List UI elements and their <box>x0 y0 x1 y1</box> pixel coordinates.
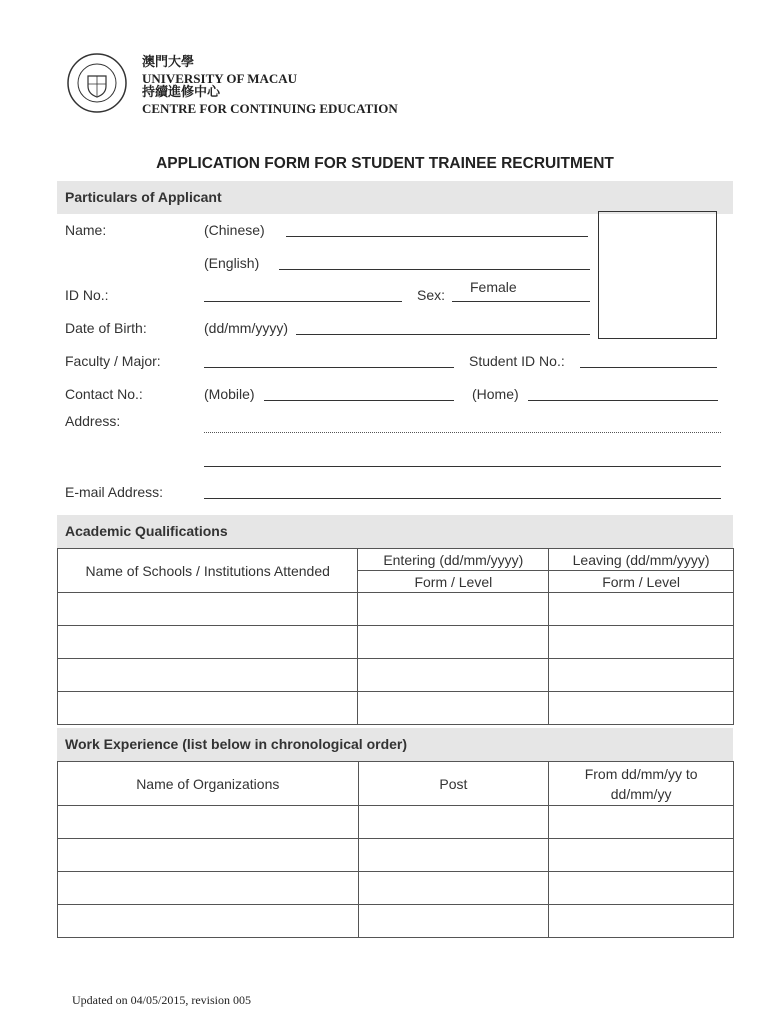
work-header-row <box>58 762 734 806</box>
table-cell[interactable] <box>358 806 549 839</box>
table-cell[interactable] <box>549 692 734 725</box>
table-cell[interactable] <box>549 806 734 839</box>
work-table <box>57 761 734 938</box>
table-cell[interactable] <box>358 626 549 659</box>
sex-field[interactable] <box>452 301 590 302</box>
id-field[interactable] <box>204 301 402 302</box>
address-label: Address: <box>65 413 121 429</box>
university-chinese-name: 澳門大學 <box>142 55 195 70</box>
table-cell[interactable] <box>549 872 734 905</box>
chinese-name-field[interactable] <box>286 236 588 237</box>
centre-name: CENTRE FOR CONTINUING EDUCATION <box>142 101 398 116</box>
form-title: APPLICATION FORM FOR STUDENT TRAINEE RECRUITMENT <box>156 155 614 172</box>
student-id-field[interactable] <box>580 367 717 368</box>
table-row <box>58 692 734 725</box>
home-field[interactable] <box>528 400 718 401</box>
table-row <box>58 626 734 659</box>
academic-table <box>57 548 734 725</box>
period-column-header <box>549 762 734 806</box>
table-cell[interactable] <box>358 692 549 725</box>
academic-header-row <box>58 549 734 571</box>
particulars-section-header <box>57 181 733 214</box>
centre-chinese-name: 持續進修中心 <box>142 85 221 100</box>
table-cell[interactable] <box>58 626 358 659</box>
address-field-line-2[interactable] <box>204 466 721 467</box>
table-cell[interactable] <box>358 905 549 938</box>
faculty-field[interactable] <box>204 367 454 368</box>
university-name: UNIVERSITY OF MACAU <box>142 71 298 86</box>
chinese-name-label: (Chinese) <box>204 222 265 238</box>
table-cell[interactable] <box>358 659 549 692</box>
work-section-header <box>57 728 733 761</box>
table-row <box>58 593 734 626</box>
home-label: (Home) <box>472 386 519 402</box>
dob-format-label: (dd/mm/yyyy) <box>204 320 288 336</box>
post-column-header: Post <box>358 762 549 806</box>
photo-box[interactable] <box>598 211 717 339</box>
table-cell[interactable] <box>358 593 549 626</box>
table-row <box>58 839 734 872</box>
particulars-heading: Particulars of Applicant <box>65 189 222 205</box>
table-cell[interactable] <box>549 593 734 626</box>
period-header-line-1: From dd/mm/yy to <box>584 765 698 782</box>
address-field-line-1[interactable] <box>204 432 721 433</box>
english-name-label: (English) <box>204 255 260 271</box>
id-label: ID No.: <box>65 287 109 303</box>
table-cell[interactable] <box>58 806 359 839</box>
dob-label: Date of Birth: <box>65 320 147 336</box>
mobile-field[interactable] <box>264 400 454 401</box>
period-header-line-2: dd/mm/yy <box>610 785 672 802</box>
name-label: Name: <box>65 222 107 238</box>
faculty-label: Faculty / Major: <box>65 353 161 369</box>
table-row <box>58 806 734 839</box>
table-cell[interactable] <box>549 626 734 659</box>
table-cell[interactable] <box>549 839 734 872</box>
footer-revision: Updated on 04/05/2015, revision 005 <box>72 993 251 1007</box>
table-cell[interactable] <box>58 692 358 725</box>
table-cell[interactable] <box>58 659 358 692</box>
table-row <box>58 905 734 938</box>
table-cell[interactable] <box>549 905 734 938</box>
work-heading: Work Experience (list below in chronological order) <box>65 736 408 752</box>
table-cell[interactable] <box>58 593 358 626</box>
english-name-field[interactable] <box>279 269 590 270</box>
sex-label: Sex: <box>417 287 446 303</box>
contact-label: Contact No.: <box>65 386 143 402</box>
table-cell[interactable] <box>58 839 359 872</box>
table-cell[interactable] <box>358 872 549 905</box>
sex-value[interactable]: Female <box>470 279 517 295</box>
table-row <box>58 872 734 905</box>
entering-column-header: Entering (dd/mm/yyyy) <box>358 549 549 571</box>
table-cell[interactable] <box>549 659 734 692</box>
table-cell[interactable] <box>58 905 359 938</box>
table-row <box>58 659 734 692</box>
schools-column-header: Name of Schools / Institutions Attended <box>58 549 358 593</box>
organizations-column-header: Name of Organizations <box>58 762 359 806</box>
dob-field[interactable] <box>296 334 590 335</box>
mobile-label: (Mobile) <box>204 386 255 402</box>
leaving-level-header: Form / Level <box>549 571 734 593</box>
email-field[interactable] <box>204 498 721 499</box>
table-cell[interactable] <box>358 839 549 872</box>
university-seal <box>66 52 128 114</box>
student-id-label: Student ID No.: <box>469 353 565 369</box>
entering-level-header: Form / Level <box>358 571 549 593</box>
email-label: E-mail Address: <box>65 484 164 500</box>
table-cell[interactable] <box>58 872 359 905</box>
academic-heading: Academic Qualifications <box>65 523 228 539</box>
leaving-column-header: Leaving (dd/mm/yyyy) <box>549 549 734 571</box>
academic-section-header <box>57 515 733 548</box>
